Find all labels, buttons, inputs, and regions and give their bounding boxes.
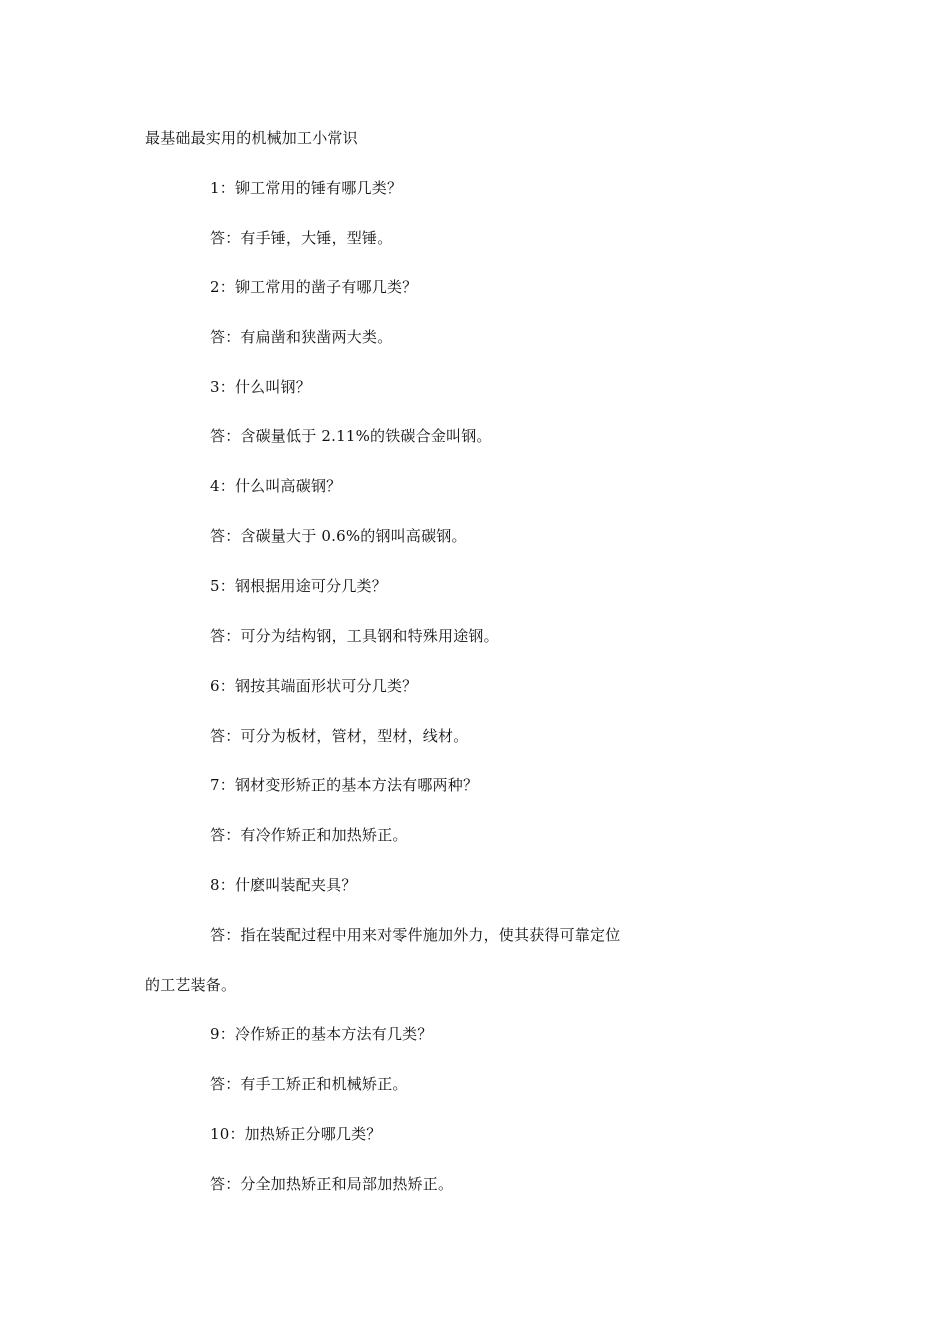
answer-6: 答：可分为板材，管材，型材，线材。 <box>210 727 469 745</box>
question-10: 10：加热矫正分哪几类？ <box>210 1125 382 1143</box>
document-title: 最基础最实用的机械加工小常识 <box>145 129 358 147</box>
question-9: 9：冷作矫正的基本方法有几类？ <box>210 1025 433 1043</box>
question-4: 4：什么叫高碳钢？ <box>210 477 342 495</box>
answer-9: 答：有手工矫正和机械矫正。 <box>210 1075 408 1093</box>
answer-4: 答：含碳量大于 0.6%的钢叫高碳钢。 <box>210 527 467 545</box>
question-8: 8：什麽叫装配夹具？ <box>210 876 357 894</box>
question-3: 3：什么叫钢？ <box>210 378 311 396</box>
answer-5: 答：可分为结构钢，工具钢和特殊用途钢。 <box>210 627 499 645</box>
answer-7: 答：有冷作矫正和加热矫正。 <box>210 826 408 844</box>
answer-10: 答：分全加热矫正和局部加热矫正。 <box>210 1175 454 1193</box>
answer-8: 答：指在装配过程中用来对零件施加外力，使其获得可靠定位 <box>210 926 621 944</box>
answer-2: 答：有扁凿和狭凿两大类。 <box>210 328 393 346</box>
question-2: 2：铆工常用的凿子有哪几类？ <box>210 278 418 296</box>
answer-1: 答：有手锤，大锤，型锤。 <box>210 229 393 247</box>
question-7: 7：钢材变形矫正的基本方法有哪两种？ <box>210 776 479 794</box>
answer-8-continued: 的工艺装备。 <box>145 976 237 994</box>
question-5: 5：钢根据用途可分几类？ <box>210 577 387 595</box>
question-1: 1：铆工常用的锤有哪几类？ <box>210 179 403 197</box>
question-6: 6：钢按其端面形状可分几类？ <box>210 677 418 695</box>
answer-3: 答：含碳量低于 2.11%的铁碳合金叫钢。 <box>210 427 492 445</box>
